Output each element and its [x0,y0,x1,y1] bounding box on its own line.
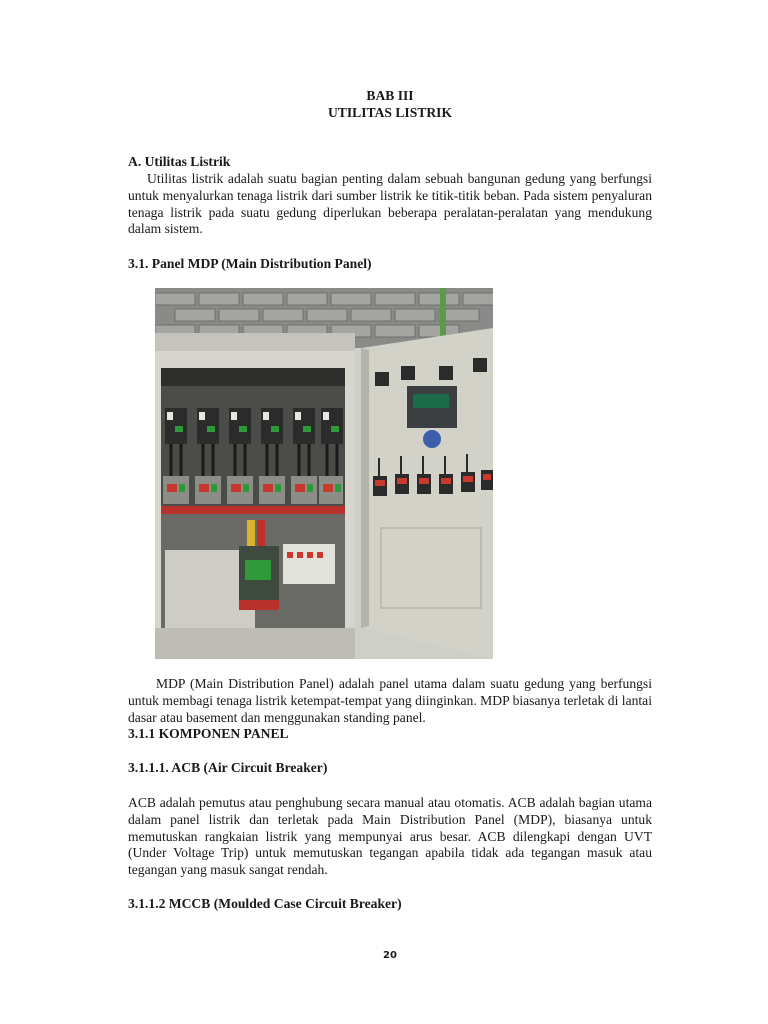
section-a-paragraph: Utilitas listrik adalah suatu bagian penting dalam sebuah bangunan gedung yang berfungsi untuk menyalurkan tenaga listrik dari sumber listrik ke titik-titik beban. Pada sistem penyaluran tenaga listrik pada suatu gedung diperlukan beberapa peralatan-peralatan yang mendukung dalam sistem. [128,171,652,237]
section-a-heading: A. Utilitas Listrik [128,154,231,169]
chapter-header [128,87,652,121]
chapter-number: BAB III [366,88,414,103]
section-311-heading: 3.1.1 KOMPONEN PANEL [128,726,289,741]
chapter-title: UTILITAS LISTRIK [327,105,453,120]
section-3112-heading: 3.1.1.2 MCCB (Moulded Case Circuit Breaker) [128,896,402,911]
section-3111-heading: 3.1.1.1. ACB (Air Circuit Breaker) [128,760,328,775]
page-number: 20 [383,950,397,961]
section-31-heading: 3.1. Panel MDP (Main Distribution Panel) [128,256,372,271]
section-3111-paragraph: ACB adalah pemutus atau penghubung secara manual atau otomatis. ACB adalah bagian utama dalam panel listrik dan terletak pada Main Distribution Panel (MDP), biasanya untuk memutuskan rangkaian listrik yang mempunyai arus besar. ACB dilengkapi dengan UVT (Under Voltage Trip) untuk memutuskan tegangan apabila tidak ada tegangan masuk atau tegangan yang masuk sangat rendah. [128,795,652,878]
mdp-panel-photo [155,288,493,659]
section-31-paragraph: MDP (Main Distribution Panel) adalah panel utama dalam suatu gedung yang berfungsi untuk membagi tenaga listrik ketempat-tempat yang diinginkan. MDP biasanya terletak di lantai dasar atau basement dan menggunakan standing panel. [128,676,652,725]
